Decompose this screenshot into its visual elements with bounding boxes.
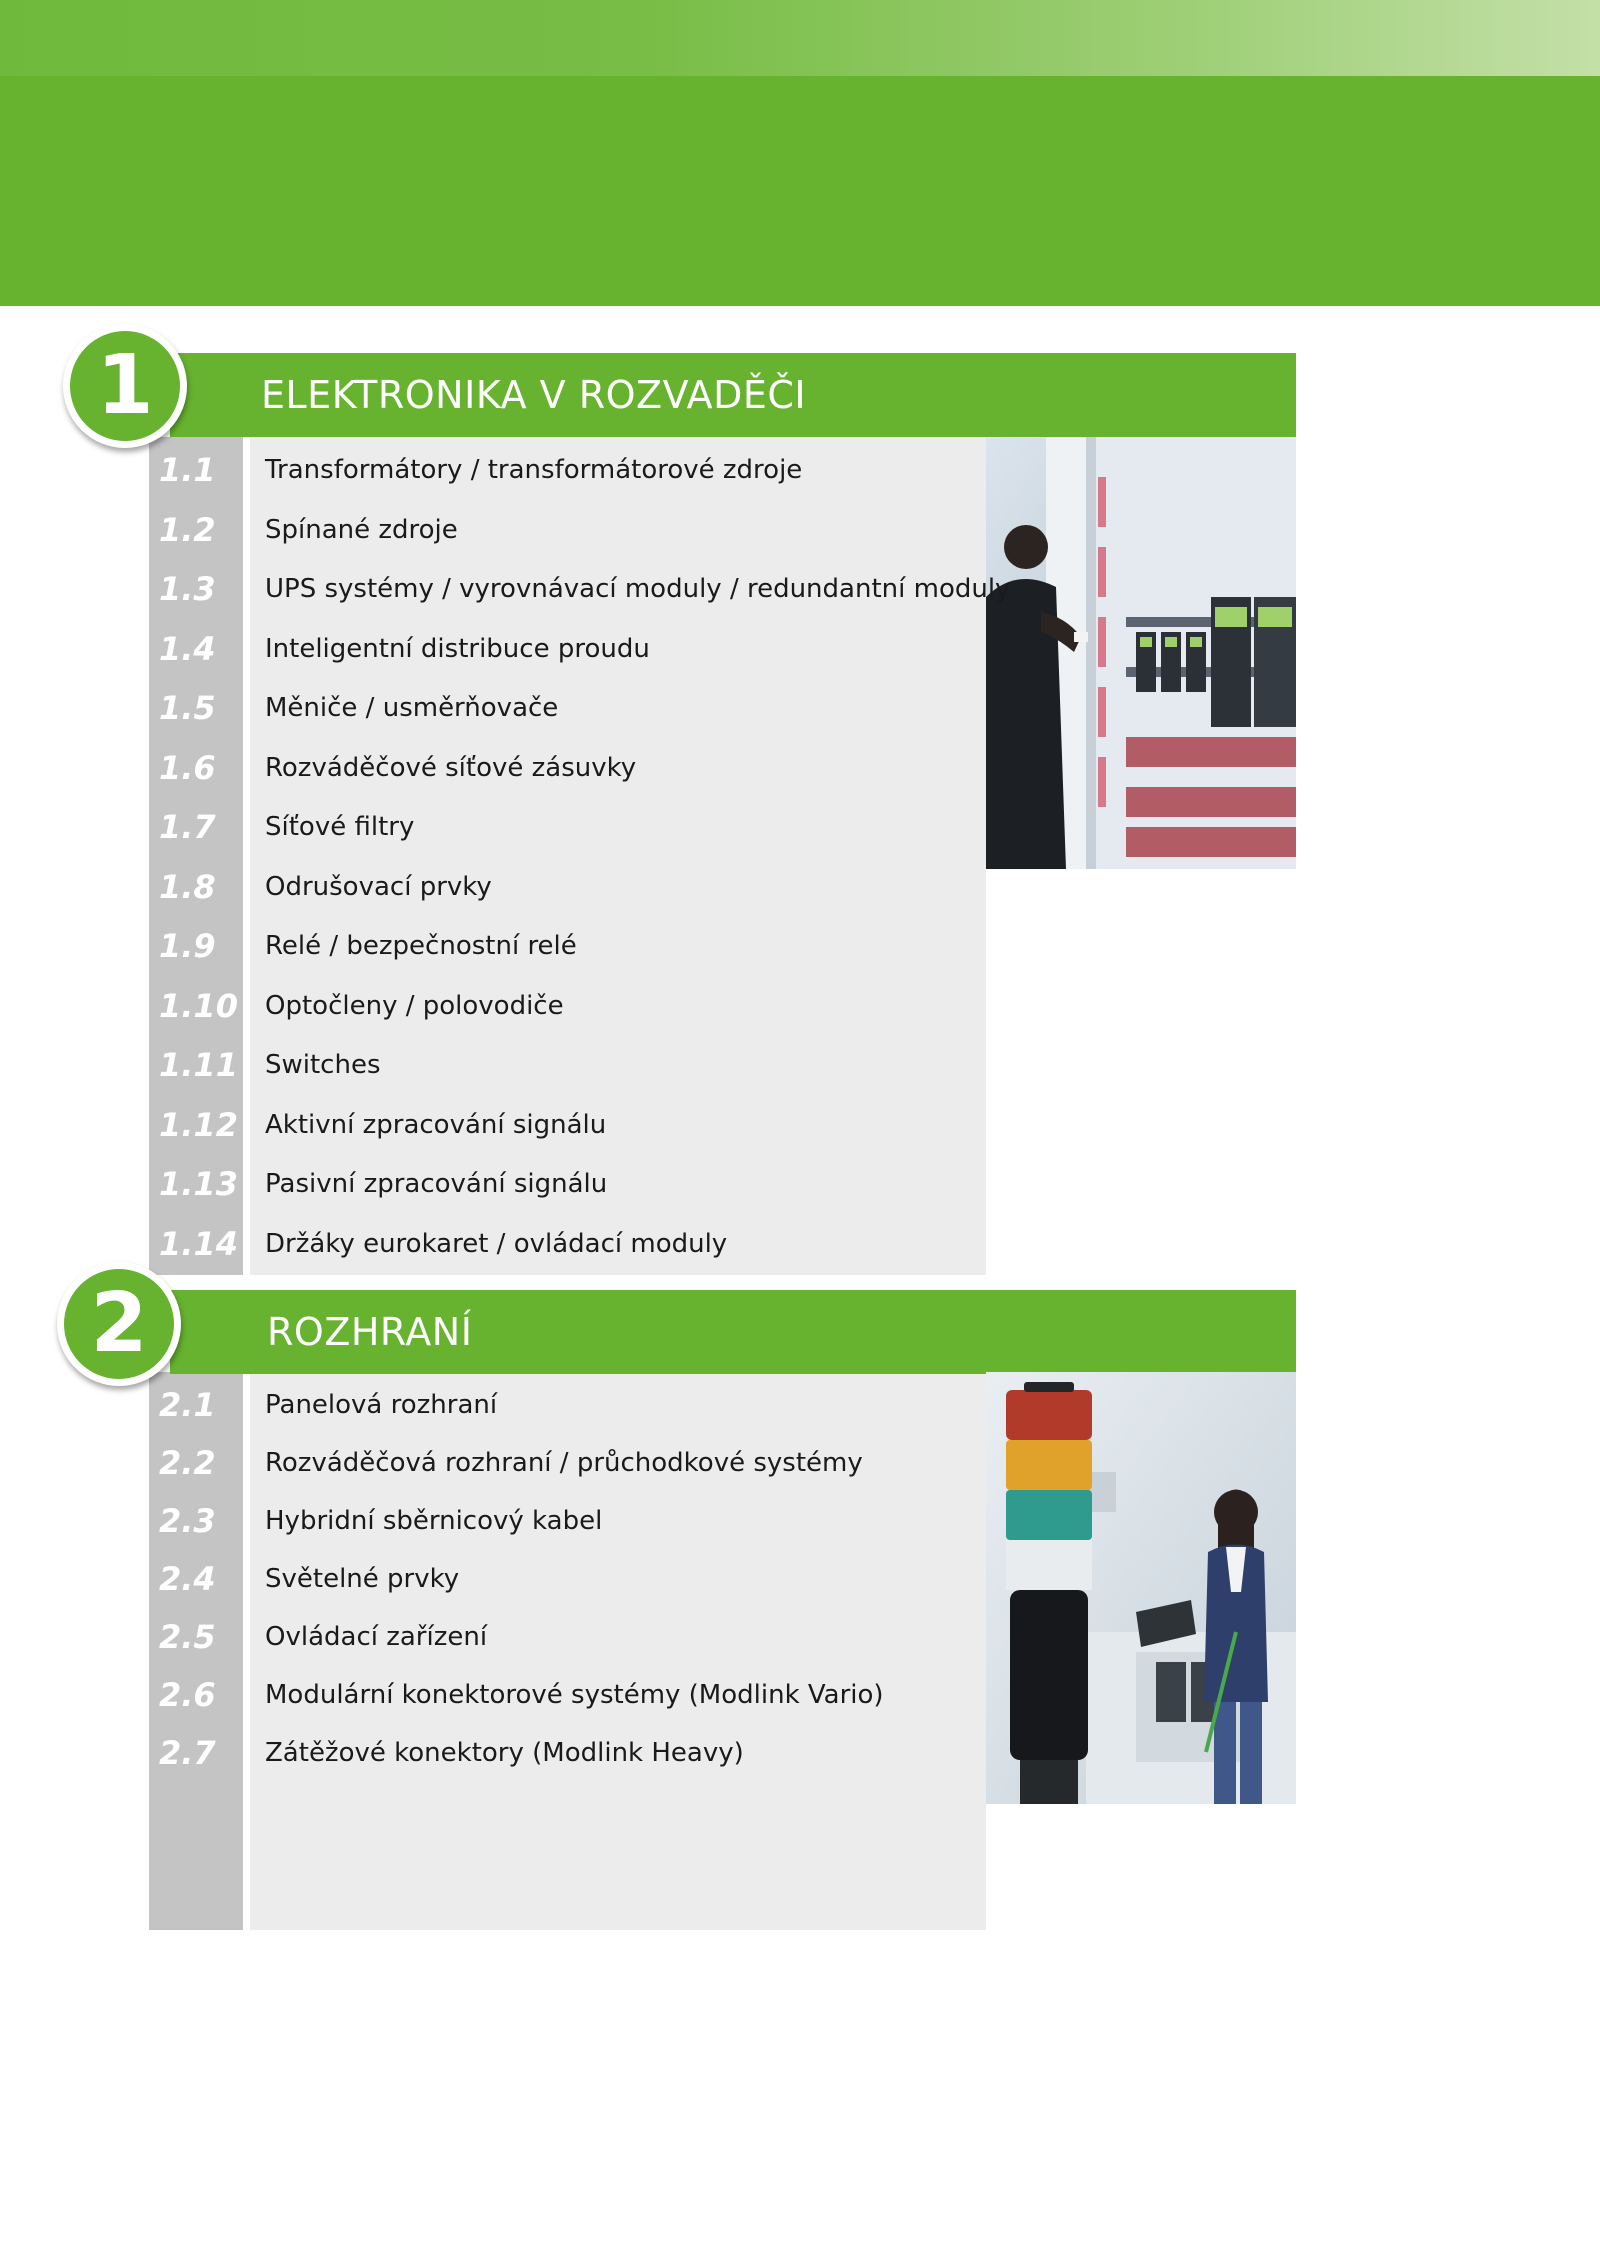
list-item xyxy=(0,743,986,793)
section-2-title: ROZHRANÍ xyxy=(267,1310,473,1354)
list-item xyxy=(0,981,986,1031)
item-label: Inteligentní distribuce proudu xyxy=(265,634,650,664)
list-item xyxy=(0,505,986,555)
item-number: 1.8 xyxy=(159,868,216,906)
list-item xyxy=(0,1438,986,1488)
item-label: Držáky eurokaret / ovládací moduly xyxy=(265,1229,728,1259)
list-item xyxy=(0,1159,986,1209)
list-item xyxy=(0,1219,986,1269)
item-number: 1.3 xyxy=(159,570,216,608)
item-label: Spínané zdroje xyxy=(265,515,458,545)
item-number: 1.10 xyxy=(159,987,238,1025)
item-number: 2.1 xyxy=(159,1386,216,1424)
item-label: Relé / bezpečnostní relé xyxy=(265,931,577,961)
item-label: Modulární konektorové systémy (Modlink Vario) xyxy=(265,1680,884,1710)
item-number: 2.6 xyxy=(159,1676,216,1714)
item-number: 1.1 xyxy=(159,451,216,489)
item-label: Ovládací zařízení xyxy=(265,1622,488,1652)
item-label: Switches xyxy=(265,1050,381,1080)
section-2-header-bar xyxy=(170,1290,1296,1374)
list-item xyxy=(0,683,986,733)
section-2-number-badge: 2 xyxy=(57,1262,181,1386)
item-label: Odrušovací prvky xyxy=(265,872,492,902)
item-number: 1.4 xyxy=(159,630,216,668)
item-label: Hybridní sběrnicový kabel xyxy=(265,1506,603,1536)
list-item xyxy=(0,921,986,971)
list-item xyxy=(0,1380,986,1430)
item-number: 2.4 xyxy=(159,1560,216,1598)
item-label: Rozváděčové síťové zásuvky xyxy=(265,753,637,783)
list-item xyxy=(0,1728,986,1778)
item-label: Optočleny / polovodiče xyxy=(265,991,564,1021)
section-1-header-bar xyxy=(170,353,1296,437)
item-label: Transformátory / transformátorové zdroje xyxy=(265,455,803,485)
item-number: 1.7 xyxy=(159,808,216,846)
control-cabinet-photo xyxy=(986,437,1296,869)
signal-tower-photo xyxy=(986,1372,1296,1804)
item-number: 1.6 xyxy=(159,749,216,787)
item-number: 1.11 xyxy=(159,1046,238,1084)
item-number: 2.3 xyxy=(159,1502,216,1540)
item-label: Světelné prvky xyxy=(265,1564,460,1594)
list-item xyxy=(0,862,986,912)
header-block xyxy=(0,76,1600,306)
item-number: 2.5 xyxy=(159,1618,216,1656)
list-item xyxy=(0,1496,986,1546)
item-label: Rozváděčová rozhraní / průchodkové systémy xyxy=(265,1448,863,1478)
section-1-title: ELEKTRONIKA V ROZVADĚČI xyxy=(261,373,807,417)
item-number: 1.9 xyxy=(159,927,216,965)
item-number: 1.2 xyxy=(159,511,216,549)
list-item xyxy=(0,1100,986,1150)
list-item xyxy=(0,564,1011,614)
item-number: 2.7 xyxy=(159,1734,216,1772)
item-label: Síťové filtry xyxy=(265,812,415,842)
list-item xyxy=(0,802,986,852)
list-item xyxy=(0,1554,986,1604)
section-1-number-badge: 1 xyxy=(63,324,187,448)
signal-tower-image xyxy=(986,1372,1296,1804)
technician-cabinet-image xyxy=(986,437,1296,869)
item-label: Pasivní zpracování signálu xyxy=(265,1169,608,1199)
list-item xyxy=(0,1670,986,1720)
top-gradient-band xyxy=(0,0,1600,76)
list-item xyxy=(0,624,986,674)
list-item xyxy=(0,445,986,495)
item-number: 2.2 xyxy=(159,1444,216,1482)
item-number: 1.14 xyxy=(159,1225,238,1263)
item-label: Panelová rozhraní xyxy=(265,1390,498,1420)
item-label: Aktivní zpracování signálu xyxy=(265,1110,607,1140)
item-number: 1.12 xyxy=(159,1106,238,1144)
item-number: 1.5 xyxy=(159,689,216,727)
item-label: Zátěžové konektory (Modlink Heavy) xyxy=(265,1738,744,1768)
list-item xyxy=(0,1040,986,1090)
item-number: 1.13 xyxy=(159,1165,238,1203)
item-label: UPS systémy / vyrovnávací moduly / redundantní moduly xyxy=(265,574,1011,604)
item-label: Měniče / usměrňovače xyxy=(265,693,559,723)
list-item xyxy=(0,1612,986,1662)
